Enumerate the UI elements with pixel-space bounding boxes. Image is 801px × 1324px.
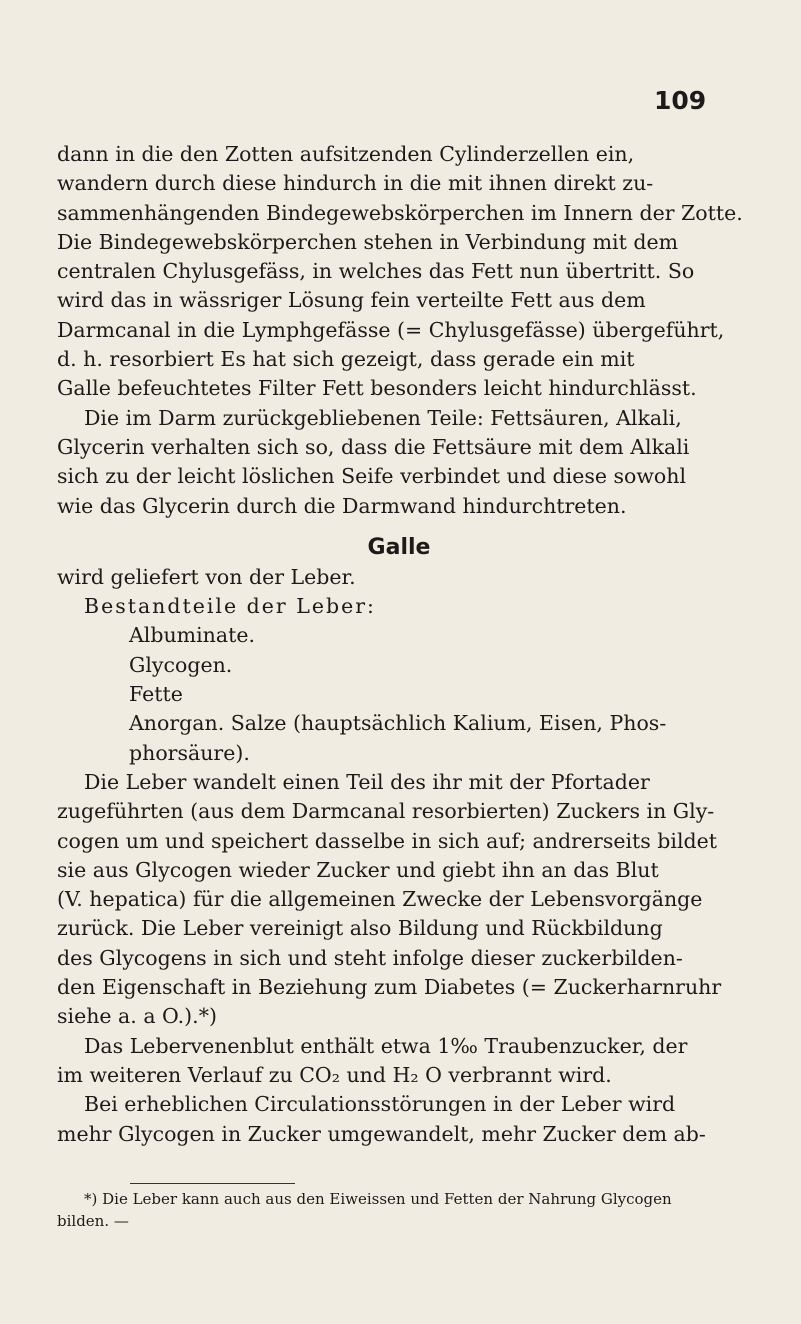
footnote <box>57 1188 717 1232</box>
text-line: zugeführten (aus dem Darmcanal resorbierten) Zuckers in Gly- <box>57 799 715 824</box>
page-number: 109 <box>654 86 707 115</box>
list-item: Albuminate. <box>129 623 255 648</box>
section-heading: Galle <box>367 534 431 560</box>
paragraph-2 <box>57 404 711 521</box>
paragraph-3 <box>57 768 722 1032</box>
text-line: im weiteren Verlauf zu CO₂ und H₂ O verbrannt wird. <box>57 1062 612 1087</box>
text-line: Das Lebervenenblut enthält etwa 1‰ Traubenzucker, der <box>84 1033 688 1058</box>
text-line: Die im Darm zurückgebliebenen Teile: Fettsäuren, Alkali, <box>84 405 682 430</box>
text-line: wird das in wässriger Lösung fein verteilte Fett aus dem <box>57 288 646 313</box>
paragraph-1 <box>57 140 743 404</box>
text-line: Die Bindegewebskörperchen stehen in Verbindung mit dem <box>57 229 679 254</box>
text-line: cogen um und speichert dasselbe in sich auf; andrerseits bildet <box>57 828 718 853</box>
list-item: Fette <box>129 682 183 707</box>
footnote-line: *) Die Leber kann auch aus den Eiweissen und Fetten der Nahrung Glycogen <box>84 1190 672 1208</box>
footnote-rule <box>130 1183 295 1184</box>
text-line: sammenhängenden Bindegewebskörperchen im Innern der Zotte. <box>57 200 743 225</box>
page-body <box>57 140 743 1149</box>
text-line: d. h. resorbiert Es hat sich gezeigt, dass gerade ein mit <box>57 347 635 372</box>
text-line: sie aus Glycogen wieder Zucker und giebt ihn an das Blut <box>57 857 659 882</box>
bestandteile-list <box>57 621 711 767</box>
galle-intro: wird geliefert von der Leber. <box>57 564 356 589</box>
list-item-continuation: phorsäure). <box>129 740 250 765</box>
text-line: dann in die den Zotten aufsitzenden Cylinderzellen ein, <box>57 142 635 166</box>
text-line: siehe a. a O.).*) <box>57 1004 217 1029</box>
text-line: zurück. Die Leber vereinigt also Bildung und Rückbildung <box>57 916 663 941</box>
text-line: Darmcanal in die Lymphgefässe (= Chylusgefässe) übergeführt, <box>57 317 725 342</box>
paragraph-4 <box>57 1032 711 1091</box>
list-item: Anorgan. Salze (hauptsächlich Kalium, Eisen, Phos- <box>129 711 667 736</box>
text-line: (V. hepatica) für die allgemeinen Zwecke der Lebensvorgänge <box>57 887 703 912</box>
text-line: sich zu der leicht löslichen Seife verbindet und diese sowohl <box>57 464 687 489</box>
text-line: mehr Glycogen in Zucker umgewandelt, mehr Zucker dem ab- <box>57 1121 706 1146</box>
text-line: Bei erheblichen Circulationsstörungen in der Leber wird <box>84 1092 676 1117</box>
text-line: Galle befeuchtetes Filter Fett besonders leicht hindurchlässt. <box>57 376 697 401</box>
text-line: wie das Glycerin durch die Darmwand hindurchtreten. <box>57 493 627 518</box>
list-item: Glycogen. <box>129 652 233 677</box>
text-line: den Eigenschaft in Beziehung zum Diabetes (= Zuckerharnruhr <box>57 975 722 1000</box>
text-line: Glycerin verhalten sich so, dass die Fettsäure mit dem Alkali <box>57 434 690 459</box>
text-line: wandern durch diese hindurch in die mit ihnen direkt zu- <box>57 171 654 196</box>
text-line: centralen Chylusgefäss, in welches das Fett nun übertritt. So <box>57 259 695 284</box>
paragraph-5 <box>57 1090 711 1149</box>
bestandteile-heading: Bestandteile der Leber: <box>84 594 376 619</box>
footnote-line: bilden. — <box>57 1212 129 1230</box>
text-line: des Glycogens in sich und steht infolge dieser zuckerbilden- <box>57 945 683 970</box>
text-line: Die Leber wandelt einen Teil des ihr mit der Pfortader <box>84 769 650 794</box>
